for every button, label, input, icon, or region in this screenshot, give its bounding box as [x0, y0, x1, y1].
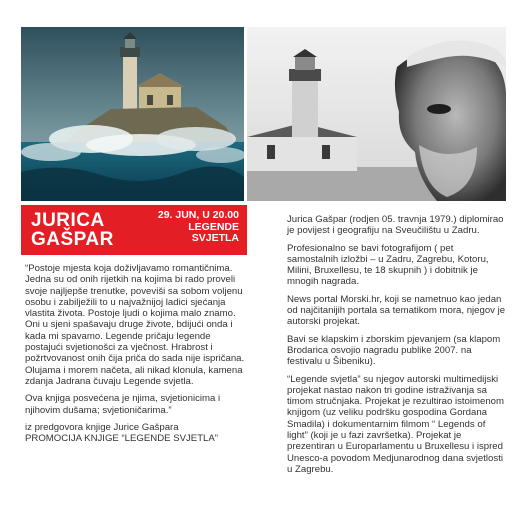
bio-paragraph: “Legende svjetla” su njegov autorski multimedijski projekat nastao nakon tri godine istraživanja sa timom stručnjaka. Projekat je rezultirao istoimenom knjigom (uz veliku podršku gospodina Gordana Smadila) i dokumentarnim filmom “ Legends of light” (koji je u fazi završetka). Projekat je prezentiran u Europarlamentu u Bruxellesu i ispred Unesco-a povodom Medjunarodnog dana svjetlosti u Zagrebu.	[287, 373, 505, 475]
foreword-quote: “Postoje mjesta koja doživljavamo romantičnima. Jedna su od onih rijetkih na kojima bi rado proveli svoje najljepše trenutke, poveviši sa sobom voljenu osobu i zabilježili to u najvažnijoj ladici sjećanja vlastita života. Postoje ljudi o kojima malo znamo. Oni u sjeni spašavaju druge živote, bdijući onda i kada mi spavamo. Legende pričaju legende postajući svjetionošci za vječnost. Hrabrost i požrtvovanost onih čija priča do sada nije ispričana. Olujama i morem načeta, ali nikad klonula, kamena zdanja Jadrana čuvaju Legende svjetla.	[25, 263, 245, 387]
portrait-lighthouse-photo	[247, 27, 506, 201]
lighthouse-waves-photo	[21, 27, 244, 201]
foreword-source	[25, 422, 245, 445]
event-date	[158, 210, 239, 245]
event-date-time: 29. JUN, U 20.00	[157, 209, 239, 221]
bio-paragraph: Bavi se klapskim i zborskim pjevanjem (sa klapom Brodarica osvojio nagradu publike 2007. na festivalu u Šibeniku).	[287, 333, 501, 368]
author-name	[31, 211, 114, 249]
event-title-line2: SVJETLA	[191, 232, 239, 244]
foreword-dedication: Ova knjiga posvećena je njima, svjetionicima i njihovim dušama; svjetioničarima.”	[25, 393, 221, 416]
book-promotion-line: PROMOCIJA KNJIGE “LEGENDE SVJETLA”	[25, 433, 218, 445]
event-title-line1: LEGENDE	[188, 220, 239, 233]
bio-paragraph: Profesionalno se bavi fotografijom ( pet samostalnih izložbi – u Zadru, Zagrebu, Kotoru, Milini, Bruxellesu, te 18 skupnih ) i dobitnik je mnogih nagrada.	[287, 242, 489, 288]
author-last-name: GAŠPAR	[31, 229, 114, 250]
book-foreword-column	[25, 263, 245, 450]
bio-paragraph: Jurica Gašpar (rodjen 05. travnja 1979.) diplomirao je povijest i geografiju na Sveučilištu u Zadru.	[287, 214, 504, 237]
author-biography-column	[287, 214, 507, 481]
author-first-name: JURICA	[31, 210, 105, 231]
bio-paragraph: News portal Morski.hr, koji se nametnuo kao jedan od najčitanijih portala sa tematikom mora, njegov je autorski projekat.	[287, 293, 506, 328]
foreword-source-line1: iz predgovora knjige Jurice Gašpara	[25, 421, 179, 433]
event-banner	[21, 205, 247, 255]
